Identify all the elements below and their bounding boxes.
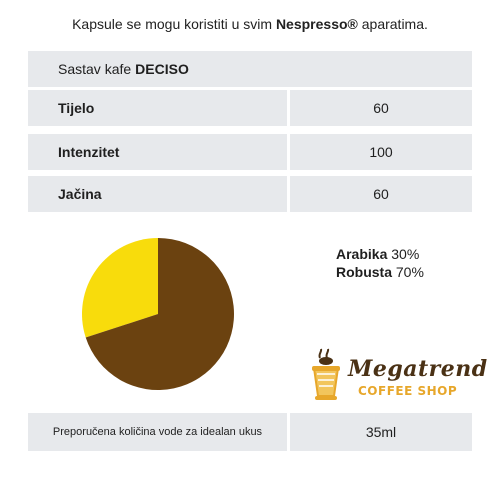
- intro-text: [0, 16, 500, 32]
- blend-pie-chart: [80, 236, 236, 392]
- legend-robusta-pct: 70%: [395, 264, 424, 280]
- row-label: Jačina: [28, 176, 287, 212]
- intro-after: aparatima.: [357, 16, 428, 32]
- legend-arabika-label: Arabika: [336, 246, 388, 262]
- composition-header: [28, 51, 472, 87]
- water-label: Preporučena količina vode za idealan ukus: [28, 413, 287, 451]
- logo-subtitle: COFFEE SHOP: [358, 384, 458, 398]
- composition-prefix: Sastav kafe: [58, 61, 132, 77]
- megatrend-logo: [308, 348, 488, 404]
- row-label: Intenzitet: [28, 134, 287, 170]
- row-strength: [28, 176, 472, 212]
- row-value: 60: [290, 90, 472, 126]
- legend-arabika-pct: 30%: [391, 246, 420, 262]
- logo-title: Megatrend: [348, 356, 488, 382]
- legend-robusta: [336, 263, 424, 281]
- row-value: 100: [290, 134, 472, 170]
- row-value: 60: [290, 176, 472, 212]
- intro-before: Kapsule se mogu koristiti u svim: [72, 16, 276, 32]
- intro-brand: Nespresso®: [275, 16, 358, 32]
- pie-legend: [336, 245, 424, 281]
- row-intensity: [28, 134, 472, 170]
- coffee-name: DECISO: [135, 61, 189, 77]
- legend-robusta-label: Robusta: [336, 264, 392, 280]
- water-row: [28, 413, 472, 451]
- pie-svg: [80, 236, 236, 392]
- row-body: [28, 90, 472, 126]
- water-value: 35ml: [290, 413, 472, 451]
- legend-arabika: [336, 245, 424, 263]
- coffee-cup-icon: [308, 348, 348, 404]
- row-label: Tijelo: [28, 90, 287, 126]
